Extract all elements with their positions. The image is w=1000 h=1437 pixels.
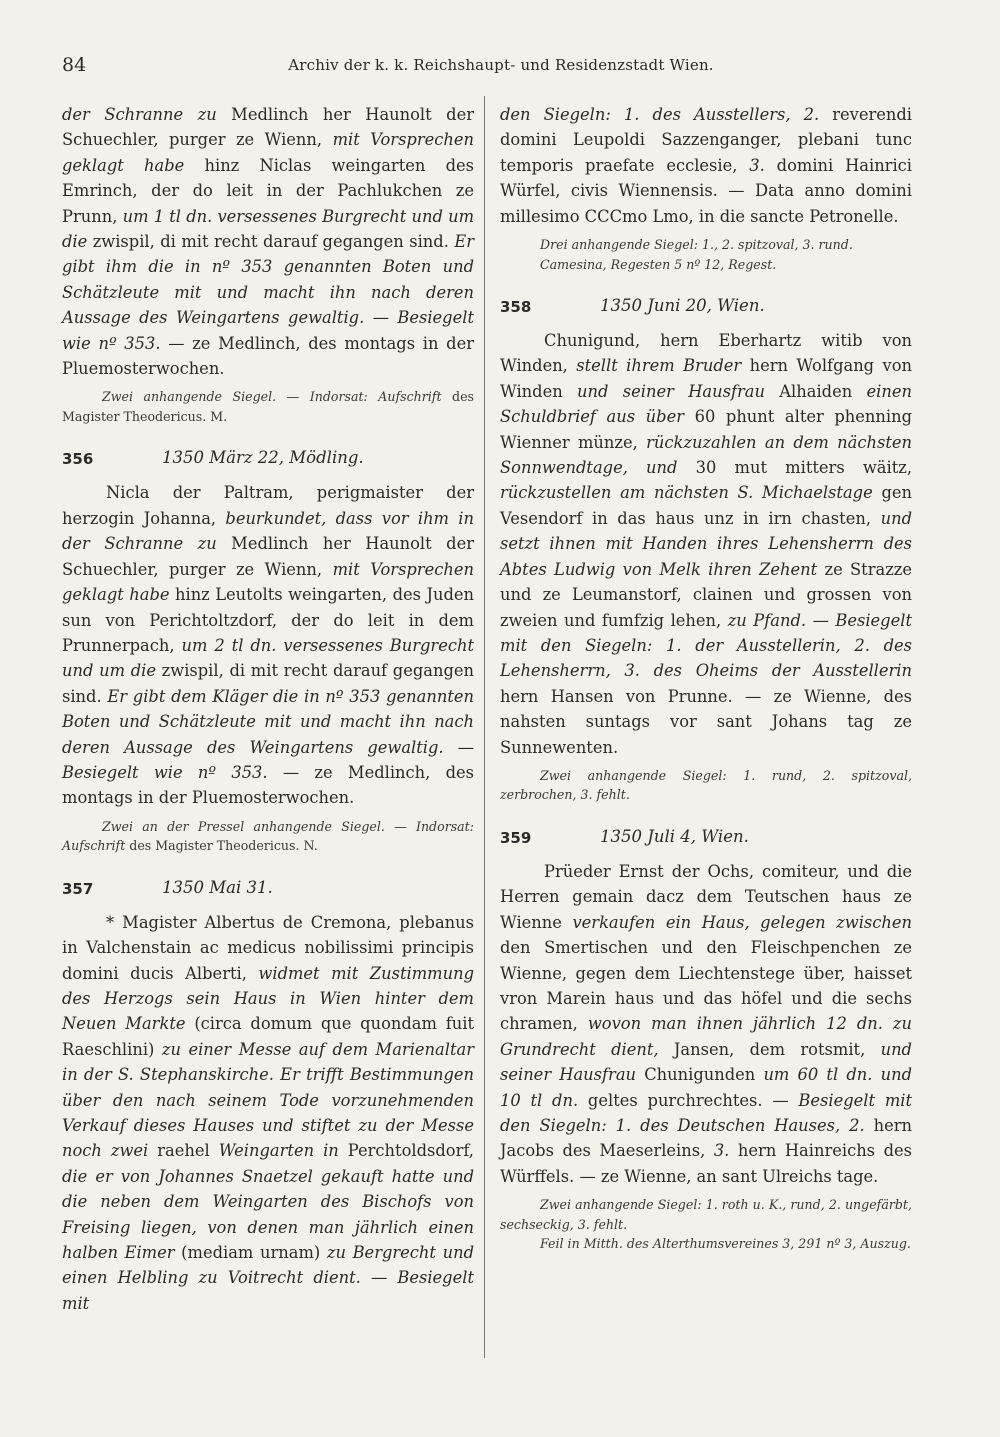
text-run: stellt ihrem Bruder bbox=[576, 356, 742, 376]
running-title: Archiv der k. k. Reichshaupt- und Residenzstadt Wien. bbox=[288, 56, 714, 74]
text-run: hinz Niclas weingarten des Emrinch, der do leit in der Pachlukchen ze Prunn, bbox=[62, 155, 474, 226]
text-run: ze Strazze und ze Leumanstorf, clainen und grossen von zweien und fumfzig lehen, bbox=[500, 559, 913, 630]
entry-number: 358 bbox=[500, 298, 532, 317]
text-run: mit Vorsprechen geklagt habe bbox=[62, 559, 474, 605]
entry-356-note bbox=[62, 817, 474, 856]
text-run: zwispil, di mit recht darauf gegangen sind. bbox=[62, 661, 474, 706]
text-run: * Magister Albertus de Cremona, plebanus in Valchenstain ac medicus nobilissimi principis domini ducis Alberti, bbox=[62, 912, 474, 983]
entry-359-note-seals: Zwei anhangende Siegel: 1. roth u. K., rund, 2. ungefärbt, sechseckig, 3. fehlt. bbox=[500, 1197, 912, 1232]
entry-356-text bbox=[62, 480, 474, 810]
page-header bbox=[62, 54, 940, 84]
text-run: Perchtoldsdorf, bbox=[338, 1141, 474, 1161]
text-run: um 60 tl dn. und 10 tl dn. bbox=[500, 1065, 912, 1110]
text-run: Prüeder Ernst der Ochs, comiteur, und die Herren gemain dacz dem Teutschen haus ze Wienne bbox=[500, 861, 912, 932]
text-run: und setzt ihnen mit Handen ihres Lehensherrn des Abtes Ludwig von Melk ihren Zehent bbox=[500, 508, 912, 579]
text-run: mit Vorsprechen geklagt habe bbox=[62, 130, 474, 175]
text-run: den Smertischen und den Fleischpenchen ze Wienne, gegen dem Liechtenstege über, haisset vron Marein haus und das höfel und die sechs chramen, bbox=[500, 938, 912, 1034]
text-run: (circa domum que quondam fuit Raeschlini) bbox=[62, 1014, 474, 1059]
text-run: Besiegelt mit den Siegeln: 1. des Deutschen Hauses, 2. bbox=[500, 1090, 913, 1135]
text-run: verkaufen ein Haus, gelegen zwischen bbox=[572, 912, 912, 932]
text-run: wovon man ihnen jährlich 12 dn. zu Grundrecht dient, bbox=[500, 1014, 912, 1059]
entry-357-note-seals: Drei anhangende Siegel: 1., 2. spitzoval, 3. rund. bbox=[540, 237, 853, 253]
text-run: rückzuzahlen an dem nächsten Sonnwendtage, und bbox=[500, 432, 912, 478]
left-column bbox=[62, 102, 474, 1316]
text-run: (mediam urnam) bbox=[174, 1243, 327, 1263]
text-run: Jansen, dem rotsmit, bbox=[658, 1039, 881, 1059]
right-column bbox=[500, 102, 912, 1254]
text-run: die er von Johannes Snaetzel gekauft hatte und die neben dem Weingarten des Bischofs von Freising liegen, von denen man jährlich einen halben Eimer bbox=[62, 1166, 474, 1263]
entry-date: 1350 Juni 20, Wien. bbox=[600, 296, 765, 316]
entry-date: 1350 März 22, Mödling. bbox=[162, 448, 364, 468]
page-number: 84 bbox=[62, 54, 87, 76]
text-run: hern Hainreichs des Würffels. — ze Wienne, an sant Ulreichs tage. bbox=[500, 1141, 912, 1186]
text-run: Er gibt dem Kläger die in nº 353 genannten Boten und Schätzleute mit und macht ihn nach deren Aussage des Weingartens gewaltig. — Besiegelt wie nº 353. bbox=[62, 686, 475, 782]
entry-357-text bbox=[62, 910, 474, 1317]
entry-number: 356 bbox=[62, 450, 94, 469]
text-run: Zwei an der Pressel anhangende Siegel. — Indorsat: Aufschrift bbox=[62, 818, 474, 854]
text-run: Weingarten in bbox=[218, 1141, 339, 1161]
entry-358-text bbox=[500, 328, 912, 760]
entry-355-continuation bbox=[62, 102, 474, 381]
text-run: und seiner Hausfrau bbox=[500, 1039, 912, 1085]
text-run: geltes purchrechtes. — bbox=[578, 1090, 799, 1110]
text-run: und seiner Hausfrau bbox=[577, 381, 765, 401]
text-run: um 2 tl dn. versessenes Burgrecht und um die bbox=[62, 635, 474, 681]
text-run: zu Pfand. — Besiegelt mit den Siegeln: 1. der Ausstellerin, 2. des Lehensherrn, 3. des Oheims der Ausstellerin bbox=[500, 610, 912, 681]
text-run: — ze Medlinch, des montags in der Pluemosterwochen. bbox=[62, 762, 474, 808]
text-run: Alhaiden bbox=[764, 381, 867, 401]
entry-date: 1350 Juli 4, Wien. bbox=[600, 826, 749, 846]
text-run: um 1 tl dn. versessenes Burgrecht und um die bbox=[62, 206, 475, 252]
entry-359-heading bbox=[500, 827, 912, 853]
text-run: Nicla der Paltram, perigmaister der herzogin Johanna, bbox=[62, 483, 474, 528]
entry-date: 1350 Mai 31. bbox=[162, 877, 273, 897]
text-run: einen Schuldbrief aus über bbox=[500, 381, 912, 427]
entry-359-text bbox=[500, 859, 912, 1189]
text-run: Er gibt ihm die in nº 353 genannten Boten und Schätzleute mit und macht ihn nach deren Aussage des Weingartens gewaltig. — Besiegelt wie nº 353. bbox=[62, 232, 474, 353]
text-run: reverendi domini Leupoldi Sazzenganger, plebani tunc temporis praefate ecclesie, bbox=[500, 105, 912, 175]
text-run: hinz Leutolts weingarten, des Juden sun von Perichtoltzdorf, der do leit in dem Prunnerpach, bbox=[62, 585, 475, 655]
text-run: raehel bbox=[148, 1141, 219, 1161]
entry-355-note bbox=[62, 387, 474, 426]
text-run: hern Jacobs des Maeserleins, bbox=[500, 1116, 912, 1161]
text-run: Chunigunden bbox=[636, 1065, 764, 1085]
entry-358-heading bbox=[500, 296, 912, 322]
text-run: widmet mit Zustimmung des Herzogs sein Haus in Wien hinter dem Neuen Markte bbox=[62, 963, 474, 1034]
entry-356-heading bbox=[62, 448, 474, 474]
text-run: zu Bergrecht und einen Helbling zu Voitrecht dient. — Besiegelt mit bbox=[62, 1243, 474, 1313]
text-run: hern Hansen von Prunne. — ze Wienne, des nahsten suntags vor sant Johans tag ze Sunnewenten. bbox=[500, 686, 912, 757]
text-run: 3. bbox=[713, 1141, 730, 1161]
text-run: rückzustellen am nächsten S. Michaelstage bbox=[500, 483, 873, 503]
entry-357-continuation bbox=[500, 102, 912, 229]
text-run: Chunigund, hern Eberhartz witib von Winden, bbox=[500, 331, 912, 376]
text-run: Zwei anhangende Siegel. — Indorsat: Aufschrift bbox=[102, 389, 442, 405]
text-run: beurkundet, dass vor ihm in der Schranne zu bbox=[62, 508, 474, 554]
text-run: den Siegeln: 1. des Ausstellers, 2. bbox=[500, 105, 820, 124]
text-run: 30 mut mitters wäitz, bbox=[677, 458, 912, 478]
text-run: zwispil, di mit recht darauf gegangen sind. bbox=[87, 232, 455, 252]
text-run: gen Vesendorf in das haus unz in irn chasten, bbox=[500, 483, 912, 528]
column-divider bbox=[484, 96, 485, 1358]
entry-357-note-reference: Camesina, Regesten 5 nº 12, Regest. bbox=[540, 256, 777, 272]
text-run: des Magister Theodericus. N. bbox=[125, 838, 318, 854]
text-run: Medlinch her Haunolt der Schuechler, purger ze Wienn, bbox=[62, 105, 474, 150]
text-run: zu einer Messe auf dem Marienaltar in der S. Stephanskirche. Er trifft Bestimmungen über den nach seinem Tode vorzunehmenden Verkauf dieses Hauses und stiftet zu der Messe noch zwei bbox=[62, 1039, 474, 1161]
entry-358-note: Zwei anhangende Siegel: 1. rund, 2. spitzoval, zerbrochen, 3. fehlt. bbox=[500, 767, 912, 803]
entry-number: 357 bbox=[62, 879, 94, 898]
text-run: 3. bbox=[749, 155, 765, 175]
entry-number: 359 bbox=[500, 828, 532, 847]
entry-357-heading bbox=[62, 878, 474, 904]
text-run: der Schranne zu bbox=[62, 105, 217, 124]
text-run: Medlinch her Haunolt der Schuechler, purger ze Wienn, bbox=[62, 534, 474, 579]
text-run: des Magister Theodericus. M. bbox=[62, 389, 474, 424]
text-run: — ze Medlinch, des montags in der Pluemosterwochen. bbox=[62, 333, 474, 379]
text-run: domini Hainrici Würfel, civis Wiennensis. — Data anno domini millesimo CCCmo Lmo, in die sancte Petronelle. bbox=[500, 155, 912, 226]
text-run: hern Wolfgang von Winden bbox=[500, 356, 912, 401]
text-run: 60 phunt alter phenning Wienner münze, bbox=[500, 407, 912, 452]
entry-359-note-reference: Feil in Mitth. des Alterthumsvereines 3, 291 nº 3, Auszug. bbox=[540, 1236, 911, 1252]
